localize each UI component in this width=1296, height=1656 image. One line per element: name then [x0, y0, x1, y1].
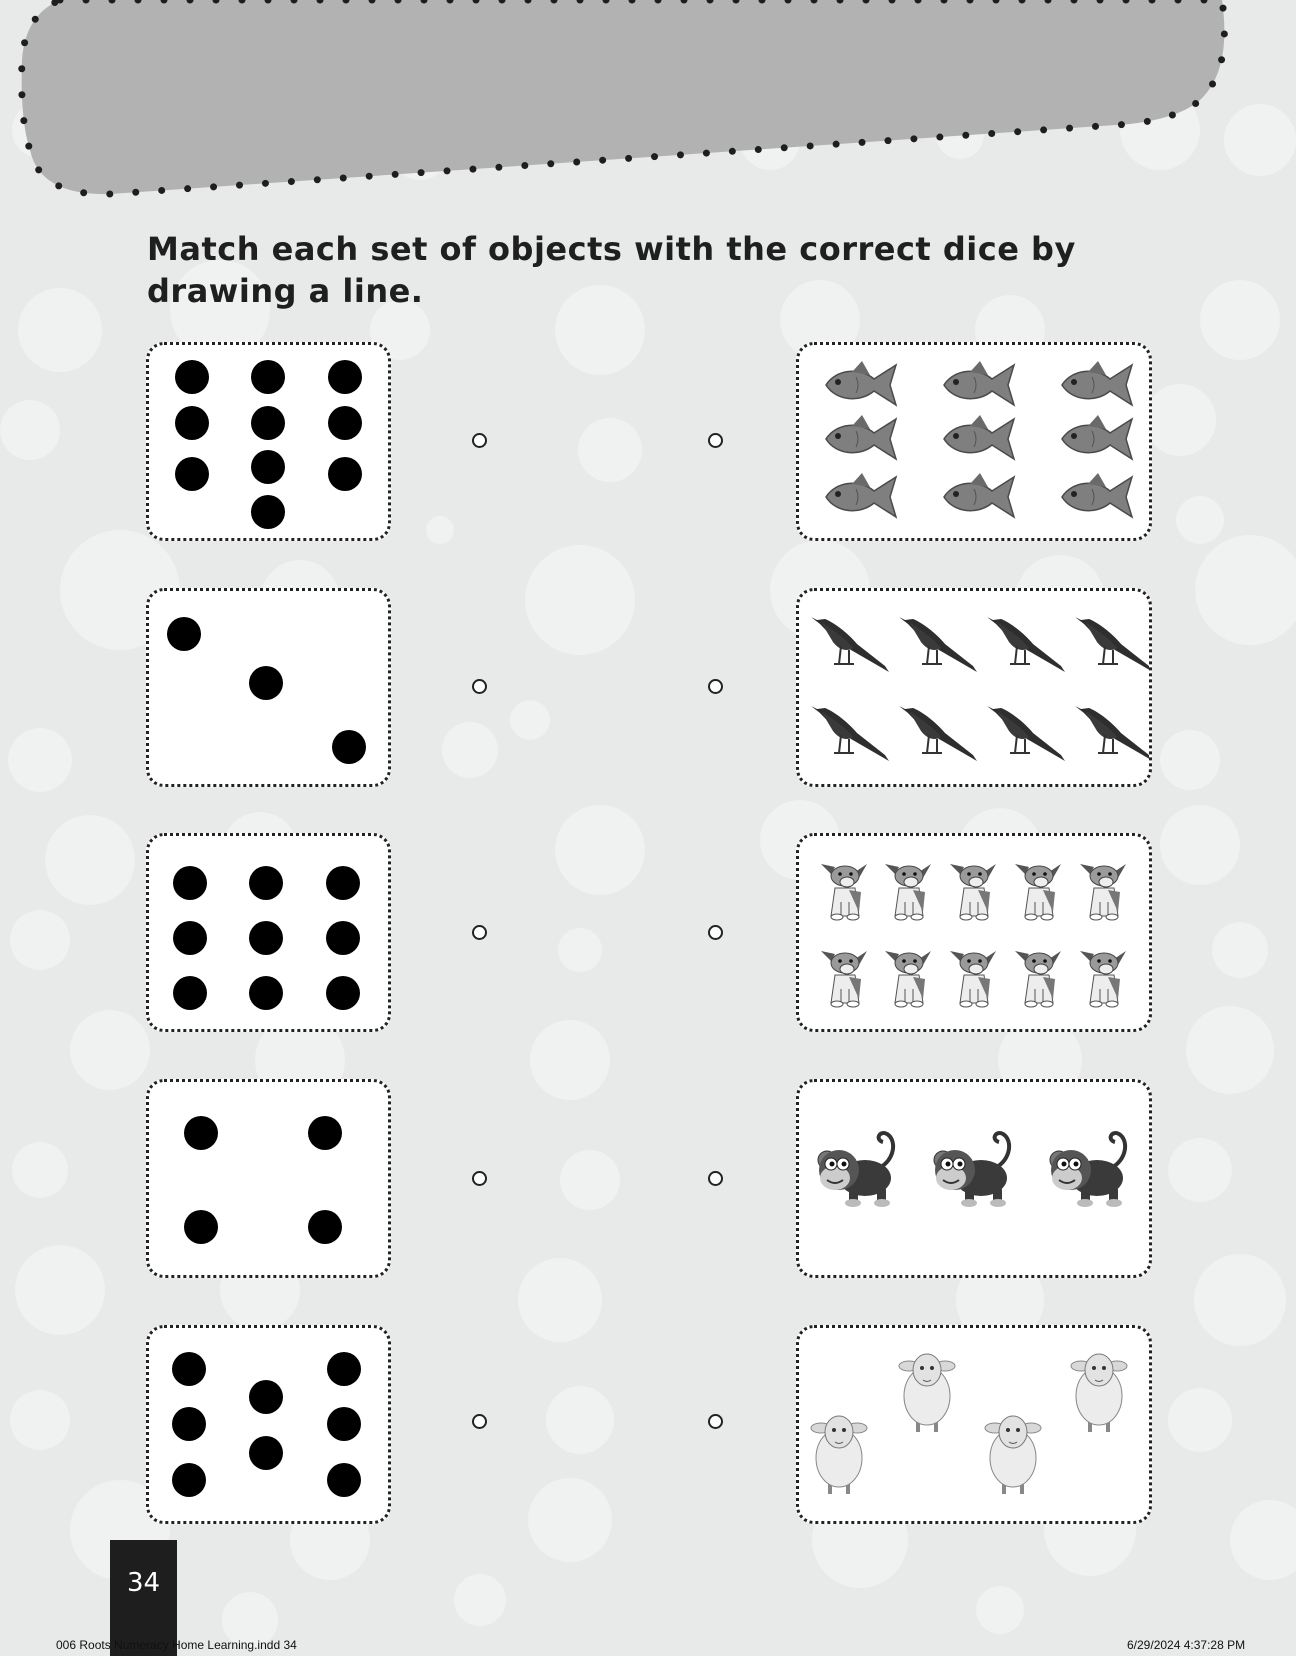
object-card-1	[796, 342, 1152, 541]
background-bubble	[15, 1245, 105, 1335]
background-bubble	[530, 1020, 610, 1100]
object-card-5	[796, 1325, 1152, 1524]
background-bubble	[1212, 922, 1268, 978]
sheep-group	[799, 1328, 1152, 1524]
dog-group	[799, 836, 1152, 1032]
background-bubble	[12, 1142, 68, 1198]
objects-connector-point-4[interactable]	[708, 1171, 723, 1186]
background-bubble	[1160, 730, 1220, 790]
background-bubble	[1200, 280, 1280, 360]
dice-card-1	[146, 342, 391, 541]
background-bubble	[70, 1010, 150, 1090]
dice-pips	[149, 1082, 391, 1278]
background-bubble	[1168, 1388, 1232, 1452]
background-bubble	[528, 1478, 612, 1562]
object-card-3	[796, 833, 1152, 1032]
page-number: 34	[126, 1568, 161, 1598]
background-bubble	[1144, 384, 1216, 456]
footer-timestamp: 6/29/2024 4:37:28 PM	[1127, 1638, 1246, 1652]
dice-connector-point-4[interactable]	[472, 1171, 487, 1186]
background-bubble	[442, 722, 498, 778]
dice-pips	[149, 1328, 391, 1524]
background-bubble	[10, 910, 70, 970]
background-bubble	[558, 928, 602, 972]
background-bubble	[518, 1258, 602, 1342]
background-bubble	[1176, 496, 1224, 544]
objects-connector-point-5[interactable]	[708, 1414, 723, 1429]
background-bubble	[546, 1386, 614, 1454]
dice-connector-point-3[interactable]	[472, 925, 487, 940]
background-bubble	[454, 1574, 506, 1626]
background-bubble	[525, 545, 635, 655]
bird-group	[799, 591, 1152, 787]
header-banner	[0, 0, 1296, 210]
background-bubble	[45, 815, 135, 905]
dice-card-5	[146, 1325, 391, 1524]
background-bubble	[555, 805, 645, 895]
objects-connector-point-2[interactable]	[708, 679, 723, 694]
background-bubble	[1195, 535, 1296, 645]
background-bubble	[1160, 805, 1240, 885]
background-bubble	[426, 516, 454, 544]
background-bubble	[1168, 1138, 1232, 1202]
object-card-4	[796, 1079, 1152, 1278]
dice-pips	[149, 345, 391, 541]
object-card-2	[796, 588, 1152, 787]
objects-connector-point-1[interactable]	[708, 433, 723, 448]
background-bubble	[1186, 1006, 1274, 1094]
dice-connector-point-1[interactable]	[472, 433, 487, 448]
dice-card-2	[146, 588, 391, 787]
background-bubble	[976, 1586, 1024, 1634]
monkey-group	[799, 1082, 1152, 1278]
background-bubble	[0, 400, 60, 460]
background-bubble	[560, 1150, 620, 1210]
dice-connector-point-2[interactable]	[472, 679, 487, 694]
dice-connector-point-5[interactable]	[472, 1414, 487, 1429]
objects-connector-point-3[interactable]	[708, 925, 723, 940]
dice-pips	[149, 836, 391, 1032]
dice-pips	[149, 591, 391, 787]
dice-card-3	[146, 833, 391, 1032]
instruction-text: Match each set of objects with the correct dice by drawing a line.	[147, 230, 1076, 310]
background-bubble	[510, 700, 550, 740]
background-bubble	[1230, 1500, 1296, 1580]
background-bubble	[578, 418, 642, 482]
background-bubble	[18, 288, 102, 372]
fish-group	[799, 345, 1152, 541]
footer-file-info: 006 Roots Numeracy Home Learning.indd 34	[56, 1638, 297, 1652]
background-bubble	[10, 1390, 70, 1450]
dice-card-4	[146, 1079, 391, 1278]
background-bubble	[8, 728, 72, 792]
background-bubble	[1194, 1254, 1286, 1346]
